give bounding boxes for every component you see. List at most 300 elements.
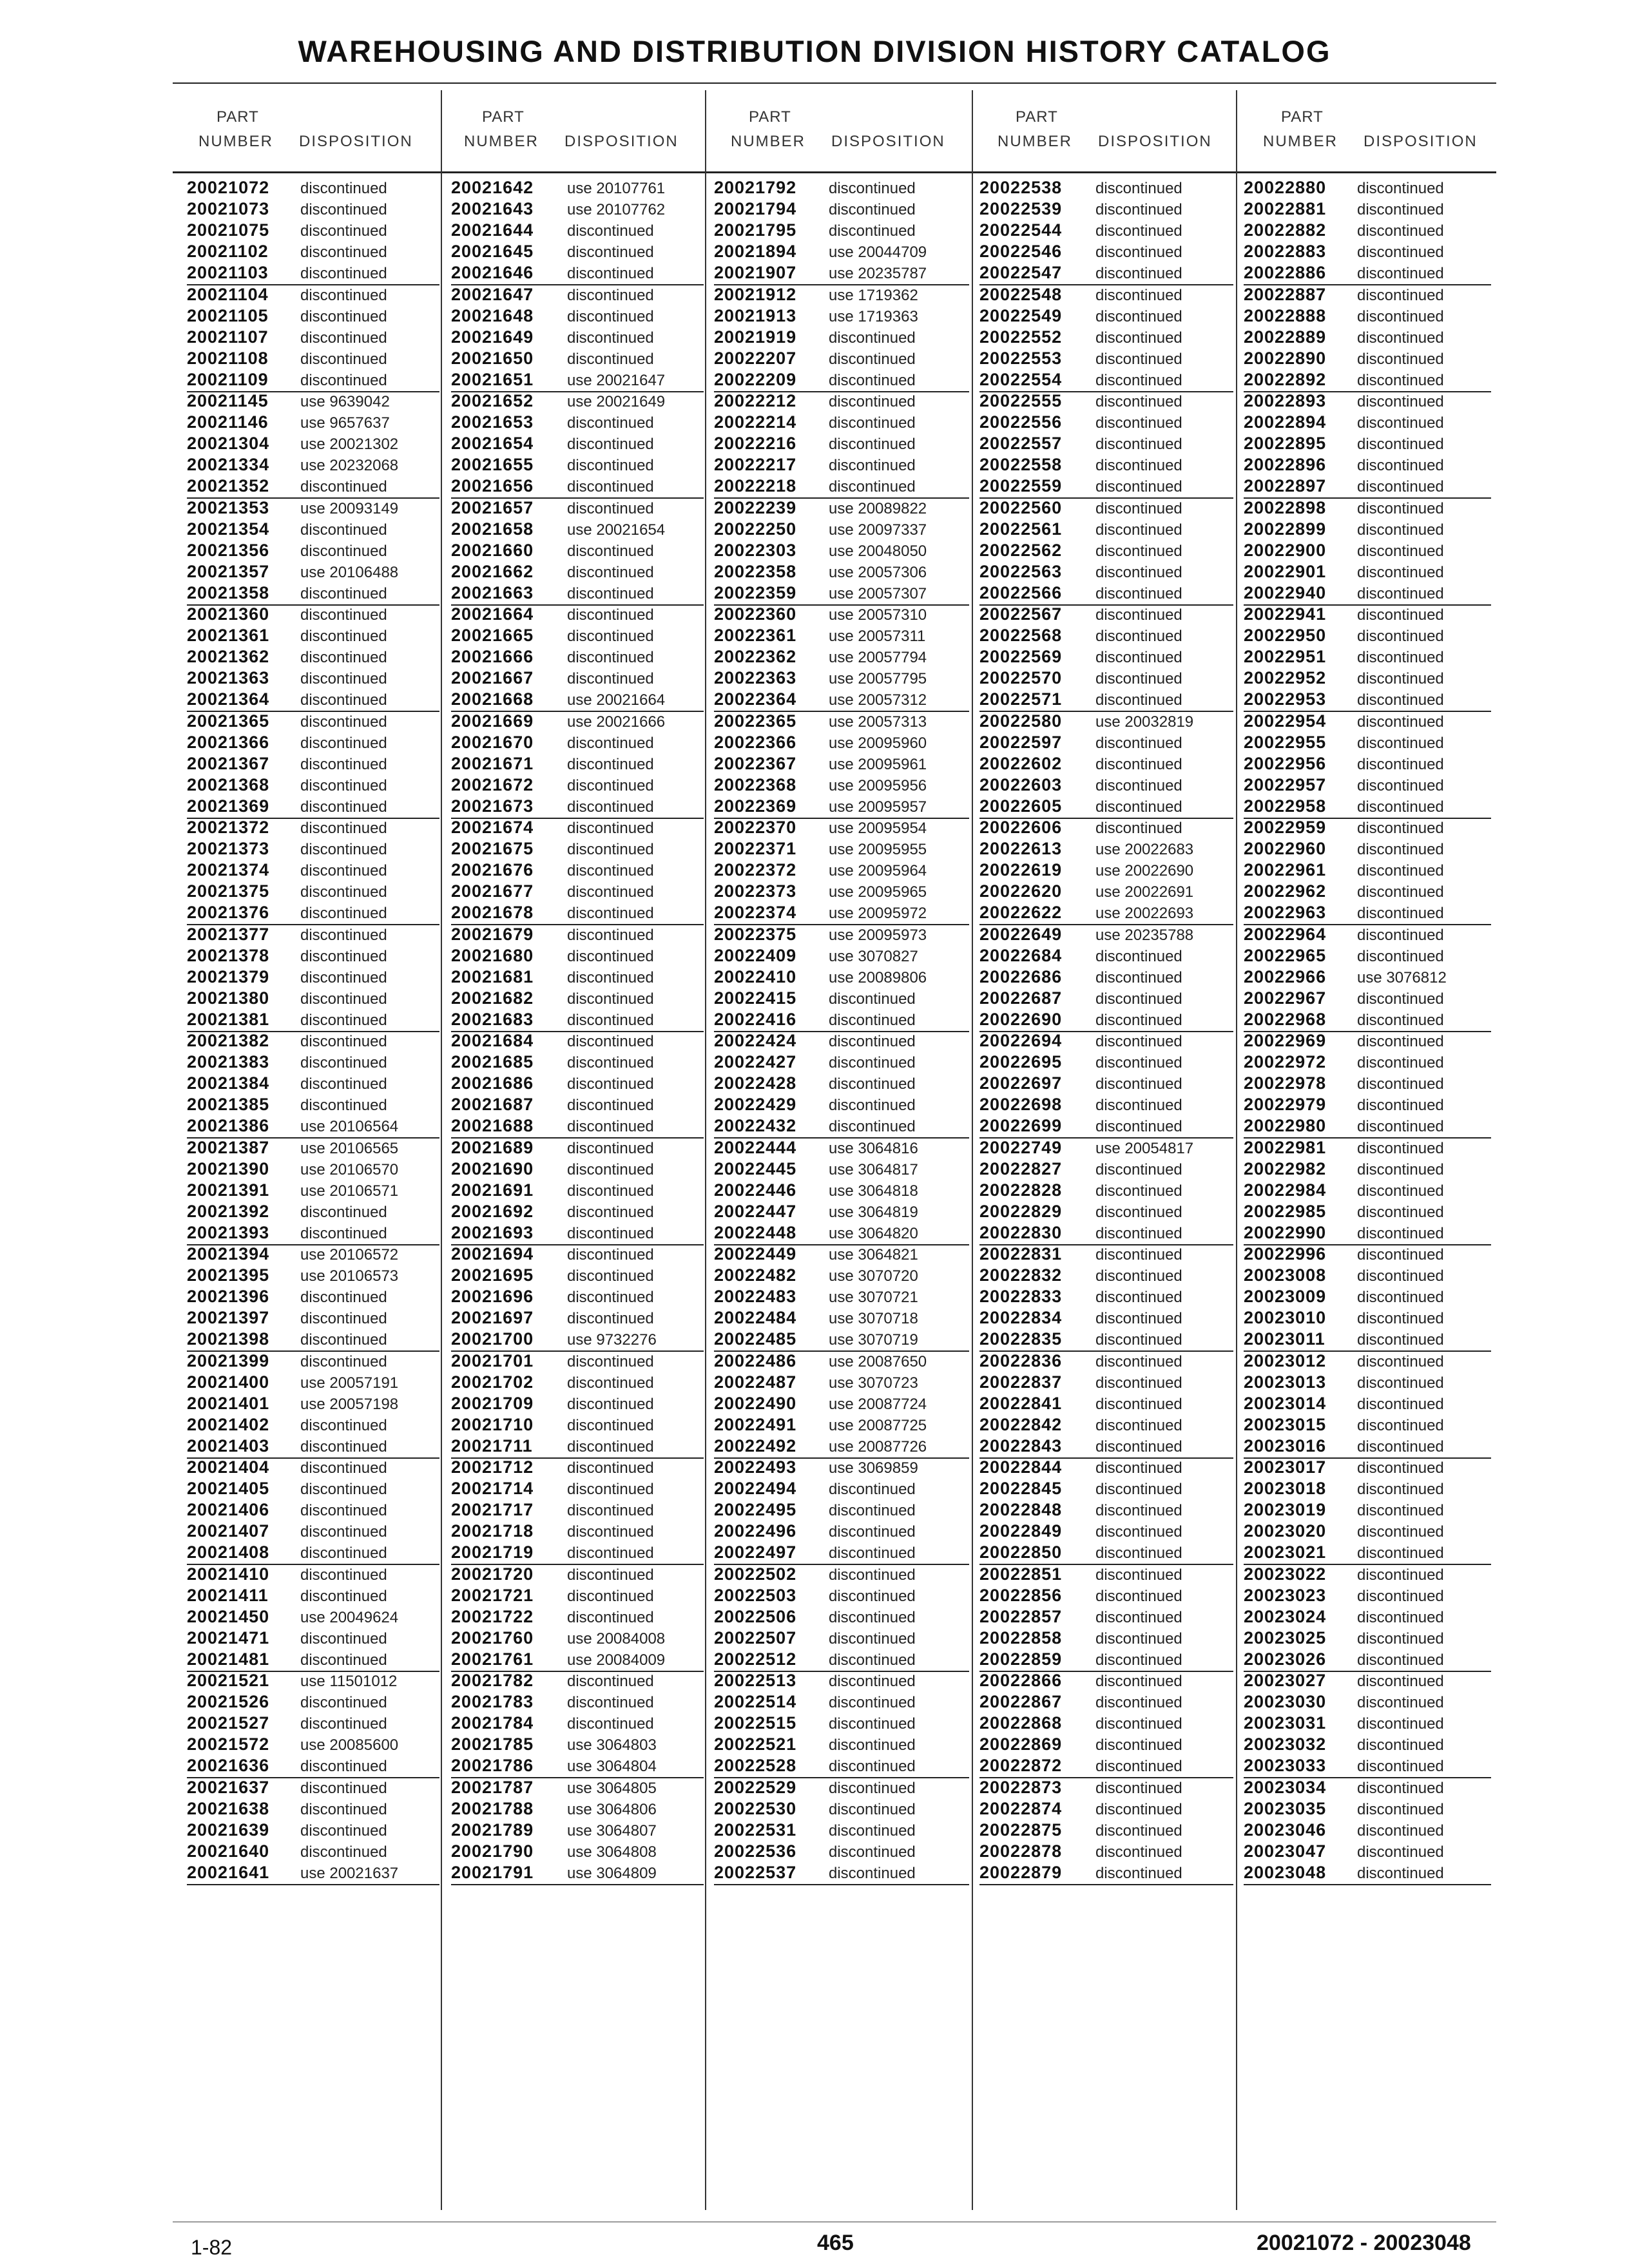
part-number: 20021710	[451, 1414, 534, 1434]
part-number: 20022554	[979, 369, 1063, 389]
table-row	[187, 1095, 439, 1116]
part-number: 20021364	[187, 689, 270, 709]
part-number: 20022900	[1244, 540, 1327, 560]
table-row	[187, 1799, 439, 1820]
part-number: 20022996	[1244, 1244, 1327, 1264]
part-number: 20021686	[451, 1073, 534, 1093]
table-row	[187, 1031, 439, 1052]
part-number: 20022563	[979, 561, 1063, 581]
part-number: 20021362	[187, 647, 270, 667]
table-row	[451, 1457, 704, 1479]
disposition: discontinued	[829, 414, 916, 432]
part-number: 20022968	[1244, 1009, 1327, 1029]
disposition: discontinued	[829, 329, 916, 347]
table-row	[451, 412, 704, 434]
table-row	[1244, 1372, 1491, 1394]
table-row	[979, 1692, 1233, 1713]
disposition: discontinued	[300, 820, 387, 837]
part-number: 20023015	[1244, 1414, 1327, 1434]
disposition: discontinued	[567, 990, 654, 1008]
disposition: use 20106571	[300, 1182, 399, 1200]
disposition: discontinued	[1357, 1203, 1444, 1221]
part-number: 20021387	[187, 1137, 270, 1157]
disposition: discontinued	[1357, 1160, 1444, 1178]
part-number: 20022372	[714, 860, 797, 880]
part-number: 20021404	[187, 1457, 270, 1477]
table-row	[1244, 434, 1491, 455]
table-row	[979, 1863, 1233, 1885]
disposition: discontinued	[300, 1758, 387, 1776]
part-number: 20022370	[714, 818, 797, 837]
table-row	[187, 988, 439, 1010]
disposition: discontinued	[829, 1843, 916, 1861]
part-number: 20021572	[187, 1735, 270, 1754]
disposition: discontinued	[1357, 691, 1444, 709]
part-number: 20021402	[187, 1414, 270, 1434]
disposition: use 20089806	[829, 968, 927, 986]
table-row	[1244, 1265, 1491, 1287]
header-col-2	[438, 104, 696, 175]
part-number: 20021657	[451, 497, 534, 517]
disposition: discontinued	[1095, 798, 1182, 816]
disposition: discontinued	[1357, 1331, 1444, 1349]
header-disposition: DISPOSITION	[1364, 133, 1478, 150]
disposition: use 20057794	[829, 649, 927, 667]
disposition: use 20054817	[1095, 1139, 1194, 1157]
disposition: discontinued	[1357, 521, 1444, 539]
part-number: 20022879	[979, 1862, 1063, 1882]
header-disposition: DISPOSITION	[564, 133, 679, 150]
table-row	[1244, 1542, 1491, 1565]
part-number: 20021411	[187, 1585, 269, 1605]
disposition: discontinued	[1357, 1629, 1444, 1648]
part-number: 20021669	[451, 711, 534, 731]
part-number: 20021377	[187, 924, 270, 944]
part-number: 20021527	[187, 1713, 270, 1733]
part-number: 20021789	[451, 1820, 534, 1840]
table-row	[979, 1244, 1233, 1265]
disposition: discontinued	[300, 649, 387, 667]
disposition: discontinued	[300, 1224, 387, 1242]
table-row	[451, 242, 704, 263]
header-col-4	[972, 104, 1229, 175]
table-row	[187, 1820, 439, 1841]
disposition: use 3064807	[567, 1821, 657, 1840]
table-row	[714, 1138, 969, 1159]
disposition: discontinued	[1357, 350, 1444, 368]
disposition: discontinued	[1357, 1843, 1444, 1861]
part-number: 20022513	[714, 1671, 797, 1690]
table-row	[979, 455, 1233, 476]
part-number: 20022428	[714, 1073, 797, 1093]
part-number: 20022529	[714, 1777, 797, 1797]
disposition: discontinued	[300, 1203, 387, 1221]
disposition: discontinued	[300, 1352, 387, 1370]
disposition: use 20021654	[567, 521, 666, 539]
part-number: 20021638	[187, 1798, 270, 1818]
disposition: discontinued	[300, 329, 387, 347]
disposition: discontinued	[1357, 180, 1444, 197]
table-row	[187, 733, 439, 754]
table-row	[187, 1586, 439, 1607]
disposition: discontinued	[567, 1160, 654, 1178]
part-number: 20022514	[714, 1692, 797, 1712]
part-number: 20021665	[451, 626, 534, 646]
table-row	[451, 903, 704, 925]
disposition: discontinued	[1357, 1054, 1444, 1072]
part-number: 20021378	[187, 945, 270, 965]
part-number: 20021357	[187, 561, 270, 581]
table-row	[187, 1265, 439, 1287]
part-number: 20023048	[1244, 1862, 1327, 1882]
disposition: discontinued	[567, 1437, 654, 1456]
table-row	[187, 306, 439, 327]
table-row	[451, 1479, 704, 1500]
part-number: 20021354	[187, 519, 270, 539]
part-number: 20021684	[451, 1031, 534, 1050]
part-number: 20021786	[451, 1756, 534, 1776]
disposition: use 20087724	[829, 1395, 927, 1413]
disposition: discontinued	[829, 1608, 916, 1626]
part-number: 20021353	[187, 497, 270, 517]
table-row	[979, 1308, 1233, 1329]
part-number: 20021385	[187, 1095, 270, 1115]
part-number: 20022886	[1244, 263, 1327, 283]
part-number: 20022515	[714, 1713, 797, 1733]
header-number: NUMBER	[198, 133, 274, 150]
disposition: discontinued	[567, 1544, 654, 1562]
disposition: discontinued	[829, 1864, 916, 1882]
part-number: 20022484	[714, 1308, 797, 1328]
table-row	[714, 1778, 969, 1799]
disposition: discontinued	[1095, 1566, 1182, 1584]
part-number: 20021718	[451, 1521, 534, 1541]
disposition: use 20021302	[300, 436, 399, 454]
disposition: use 20032819	[1095, 713, 1194, 731]
table-row	[187, 647, 439, 668]
disposition: use 20087650	[829, 1352, 927, 1370]
table-row	[1244, 796, 1491, 819]
table-row	[187, 796, 439, 819]
part-number: 20021919	[714, 327, 797, 347]
disposition: discontinued	[300, 1459, 387, 1477]
part-number: 20022972	[1244, 1052, 1327, 1072]
disposition: discontinued	[1095, 329, 1182, 347]
part-number: 20023047	[1244, 1841, 1327, 1861]
part-number: 20021390	[187, 1158, 270, 1178]
table-row	[187, 242, 439, 263]
disposition: use 20089822	[829, 499, 927, 517]
disposition: use 20093149	[300, 499, 399, 517]
table-row	[979, 583, 1233, 606]
disposition: discontinued	[567, 1075, 654, 1093]
part-number: 20021394	[187, 1244, 270, 1264]
table-row	[451, 562, 704, 583]
disposition: use 20106564	[300, 1118, 399, 1136]
disposition: discontinued	[567, 1097, 654, 1115]
disposition: discontinued	[1095, 628, 1182, 646]
disposition: discontinued	[1095, 393, 1182, 410]
disposition: discontinued	[1095, 1160, 1182, 1178]
table-row	[714, 1073, 969, 1095]
part-number: 20021675	[451, 839, 534, 859]
disposition: discontinued	[300, 180, 387, 197]
part-number: 20021688	[451, 1116, 534, 1136]
disposition: discontinued	[829, 1033, 916, 1050]
table-row	[451, 1180, 704, 1202]
table-row	[979, 796, 1233, 819]
table-row	[714, 881, 969, 903]
disposition: discontinued	[567, 1566, 654, 1584]
disposition: discontinued	[300, 1075, 387, 1093]
table-row	[187, 1713, 439, 1735]
disposition: discontinued	[300, 862, 387, 880]
part-number: 20022492	[714, 1436, 797, 1456]
disposition: discontinued	[567, 1118, 654, 1136]
disposition: discontinued	[1095, 1544, 1182, 1562]
table-row	[451, 519, 704, 541]
part-number: 20021654	[451, 434, 534, 454]
table-row	[451, 754, 704, 775]
disposition: discontinued	[1357, 1011, 1444, 1029]
table-row	[714, 1628, 969, 1649]
disposition: discontinued	[1095, 201, 1182, 219]
table-row	[1244, 775, 1491, 796]
table-row	[979, 306, 1233, 327]
part-number: 20022367	[714, 753, 797, 773]
table-row	[979, 1116, 1233, 1139]
part-number: 20022445	[714, 1158, 797, 1178]
disposition: discontinued	[300, 371, 387, 389]
table-row	[979, 1820, 1233, 1841]
table-row	[1244, 242, 1491, 263]
table-row	[714, 839, 969, 860]
part-number: 20021794	[714, 199, 797, 219]
table-row	[714, 604, 969, 626]
disposition: discontinued	[567, 628, 654, 646]
disposition: use 20084008	[567, 1629, 666, 1648]
disposition: discontinued	[1095, 1075, 1182, 1093]
part-number: 20021672	[451, 774, 534, 794]
part-number: 20021375	[187, 881, 270, 901]
table-row	[714, 541, 969, 562]
table-row	[187, 199, 439, 220]
table-row	[451, 263, 704, 285]
table-row	[979, 1479, 1233, 1500]
column-divider	[972, 90, 973, 2210]
table-row	[187, 1735, 439, 1756]
part-number: 20022856	[979, 1585, 1063, 1605]
table-row	[979, 391, 1233, 412]
disposition: discontinued	[567, 1459, 654, 1477]
disposition: discontinued	[1095, 1587, 1182, 1605]
disposition: discontinued	[300, 521, 387, 539]
disposition: use 20087726	[829, 1437, 927, 1456]
part-number: 20021696	[451, 1287, 534, 1307]
disposition: discontinued	[1357, 1075, 1444, 1093]
disposition: discontinued	[1357, 1673, 1444, 1690]
disposition: use 20235788	[1095, 926, 1194, 944]
disposition: discontinued	[300, 670, 387, 688]
part-number: 20022749	[979, 1137, 1063, 1157]
disposition: discontinued	[829, 457, 916, 475]
disposition: discontinued	[1357, 457, 1444, 475]
table-row	[979, 881, 1233, 903]
table-row	[1244, 1692, 1491, 1713]
part-number: 20022214	[714, 412, 797, 432]
part-number: 20022686	[979, 966, 1063, 986]
disposition: use 3070721	[829, 1289, 918, 1307]
table-row	[451, 1820, 704, 1841]
table-row	[1244, 455, 1491, 476]
header-col-1	[173, 104, 430, 175]
table-row	[1244, 711, 1491, 733]
part-number: 20022857	[979, 1606, 1063, 1626]
table-row	[1244, 306, 1491, 327]
part-number: 20021788	[451, 1798, 534, 1818]
disposition: discontinued	[567, 968, 654, 986]
table-row	[187, 775, 439, 796]
table-row	[979, 839, 1233, 860]
part-number: 20021668	[451, 689, 534, 709]
table-row	[714, 733, 969, 754]
part-number: 20021682	[451, 988, 534, 1008]
table-row	[714, 1521, 969, 1542]
disposition: discontinued	[1357, 670, 1444, 688]
part-number: 20021671	[451, 753, 534, 773]
part-number: 20021679	[451, 924, 534, 944]
table-row	[1244, 285, 1491, 306]
table-row	[714, 242, 969, 263]
part-number: 20021145	[187, 391, 269, 410]
disposition: discontinued	[1095, 222, 1182, 240]
table-row	[1244, 178, 1491, 199]
header-col-5	[1237, 104, 1495, 175]
disposition: discontinued	[1095, 1054, 1182, 1072]
disposition: discontinued	[300, 244, 387, 262]
disposition: discontinued	[567, 926, 654, 944]
disposition: discontinued	[1357, 1416, 1444, 1434]
table-row	[451, 1542, 704, 1565]
table-row	[979, 1436, 1233, 1459]
part-number: 20022619	[979, 860, 1063, 880]
part-number: 20021405	[187, 1479, 270, 1499]
table-row	[451, 1265, 704, 1287]
disposition: discontinued	[1095, 244, 1182, 262]
disposition: discontinued	[1095, 1246, 1182, 1264]
table-row	[1244, 1863, 1491, 1885]
part-number: 20021720	[451, 1564, 534, 1584]
disposition: discontinued	[300, 584, 387, 602]
disposition: use 20106572	[300, 1246, 399, 1264]
disposition: discontinued	[300, 990, 387, 1008]
table-row	[714, 199, 969, 220]
part-number: 20021104	[187, 284, 269, 304]
table-row	[1244, 1586, 1491, 1607]
part-number: 20021368	[187, 774, 270, 794]
disposition: use 20057306	[829, 563, 927, 581]
part-number: 20023032	[1244, 1735, 1327, 1754]
table-row	[714, 391, 969, 412]
part-number: 20021913	[714, 305, 797, 325]
table-row	[979, 1351, 1233, 1372]
table-row	[979, 498, 1233, 519]
table-row	[187, 1287, 439, 1308]
part-number: 20022250	[714, 519, 797, 539]
table-row	[451, 1671, 704, 1692]
disposition: discontinued	[300, 1694, 387, 1712]
disposition: discontinued	[1357, 947, 1444, 965]
table-row	[451, 391, 704, 412]
part-number: 20022956	[1244, 753, 1327, 773]
disposition: discontinued	[1357, 1246, 1444, 1264]
footer-code: 1-82	[191, 2236, 233, 2259]
table-row	[979, 541, 1233, 562]
part-number: 20021697	[451, 1308, 534, 1328]
disposition: use 20095973	[829, 926, 927, 944]
part-number: 20023017	[1244, 1457, 1327, 1477]
table-row	[1244, 1351, 1491, 1372]
part-number: 20021683	[451, 1009, 534, 1029]
table-row	[187, 220, 439, 242]
part-number: 20022954	[1244, 711, 1327, 731]
part-number: 20022239	[714, 497, 797, 517]
part-number: 20022487	[714, 1372, 797, 1392]
table-row	[1244, 263, 1491, 285]
disposition: discontinued	[1357, 926, 1444, 944]
part-number: 20023046	[1244, 1820, 1327, 1840]
disposition: discontinued	[300, 1544, 387, 1562]
table-row	[451, 1607, 704, 1628]
table-row	[451, 1159, 704, 1180]
part-number: 20022960	[1244, 839, 1327, 859]
table-row	[187, 1628, 439, 1649]
part-number: 20021399	[187, 1350, 270, 1370]
part-number: 20022842	[979, 1414, 1063, 1434]
disposition: use 20057198	[300, 1395, 399, 1413]
part-number: 20021407	[187, 1521, 270, 1541]
part-number: 20022486	[714, 1350, 797, 1370]
part-number: 20022951	[1244, 647, 1327, 667]
table-row	[714, 1586, 969, 1607]
table-row	[979, 562, 1233, 583]
table-row	[451, 306, 704, 327]
table-row	[714, 1692, 969, 1713]
table-row	[979, 1542, 1233, 1565]
disposition: discontinued	[829, 1502, 916, 1520]
disposition: discontinued	[567, 1011, 654, 1029]
table-row	[714, 1351, 969, 1372]
table-row	[979, 1095, 1233, 1116]
disposition: discontinued	[567, 542, 654, 560]
part-number: 20022887	[1244, 284, 1327, 304]
table-row	[187, 1159, 439, 1180]
disposition: discontinued	[829, 350, 916, 368]
disposition: discontinued	[567, 244, 654, 262]
table-row	[714, 1500, 969, 1521]
table-row	[714, 1159, 969, 1180]
table-row	[979, 327, 1233, 349]
part-number: 20021072	[187, 178, 270, 197]
disposition: discontinued	[829, 1054, 916, 1072]
disposition: discontinued	[829, 1800, 916, 1818]
disposition: discontinued	[1095, 606, 1182, 624]
table-row	[451, 1073, 704, 1095]
disposition: discontinued	[1095, 1289, 1182, 1307]
disposition: discontinued	[300, 1481, 387, 1499]
table-row	[451, 1692, 704, 1713]
table-row	[1244, 1735, 1491, 1756]
